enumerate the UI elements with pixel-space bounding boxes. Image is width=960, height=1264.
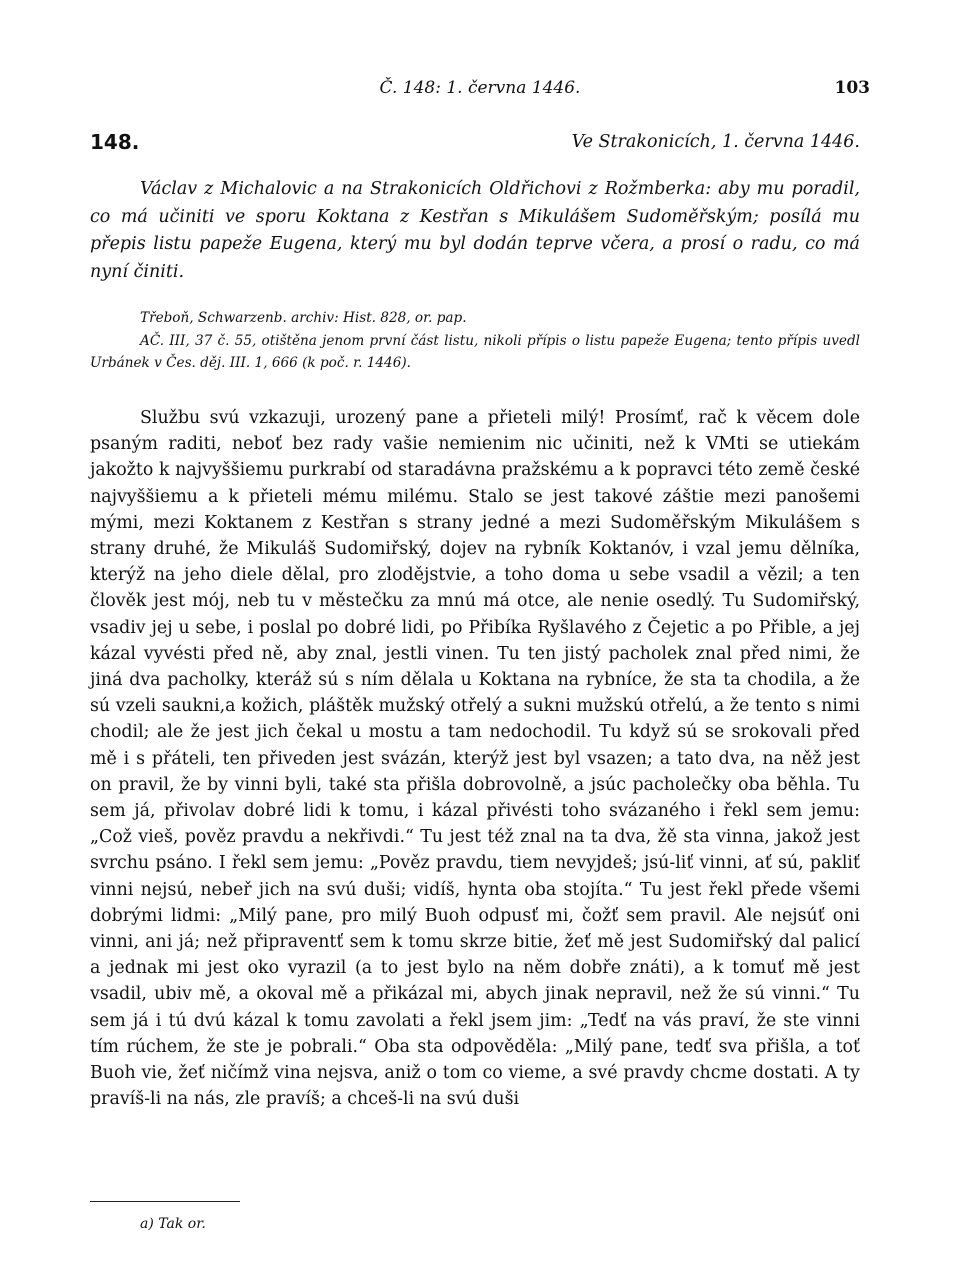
page-number: 103 xyxy=(834,78,870,98)
document-place-date: Ve Strakonicích, 1. června 1446. xyxy=(571,132,860,152)
document-heading xyxy=(90,130,860,160)
footnote: a) Tak or. xyxy=(140,1216,206,1232)
archival-notes xyxy=(90,307,860,375)
footnote-rule xyxy=(90,1201,240,1202)
letter-body: Službu svú vzkazuji, urozený pane a přieteli milý! Prosímť, rač k věcem dole psaným raditi, neboť bez rady vašie nemienim nic učiniti, než k VMti se utiekám jakožto k najvyššiemu purkrabí od staradávna pražskému a k popravci této země české najvyššiemu a k přieteli mému milému. Stalo se jest takové záštie mezi panošemi mými, mezi Koktanem z Kestřan s strany jedné a mezi Sudoměřským Mikulášem s strany druhé, že Mikuláš Sudomiřský, dojev na rybník Koktanóv, i vzal jemu dělníka, kterýž na jeho diele dělal, pro zlodějstvie, a toho doma u sebe vsadil a vězil; a ten člověk jest mój, neb tu v městečku za mnú má otce, ale nenie osedlý. Tu Sudomiřský, vsadiv jej u sebe, i poslal po dobré lidi, po Přibíka Ryšlavého z Čejetic a po Přible, a jej kázal vyvésti před ně, aby znal, jestli vinen. Tu ten jistý pacholek znal před nimi, že jiná dva pacholky, kteráž sú s ním dělala u Koktana na rybníce, že sta ta chodila, a že sú vzeli saukni,a kožich, pláštěk mužský otřelý a sukni mužskú otřelú, a že tento s nimi chodil; ale že jest jich čekal u mostu a tam nedochodil. Tu když sú se srokovali před mě i s přáteli, ten přiveden jest svázán, kterýž jest byl vsazen; a tato dva, na něž jest on pravil, že by vinni byli, také sta přišla dobrovolně, a jsúc pacholečky oba běhla. Tu sem já, přivolav dobré lidi k tomu, i kázal přivésti toho svázaného i řekl sem jemu: „Což vieš, pověz pravdu a nekřivdi.“ Tu jest též znal na ta dva, žě sta vinna, jakož jest svrchu psáno. I řekl sem jemu: „Pověz pravdu, tiem nevyjdeš; jsú-liť vinni, ať sú, pakliť vinni nejsú, nebeř jich na svú duši; vidíš, hyntа oba stojíta.“ Tu jest řekl přede všemi dobrými lidmi: „Milý pane, pro milý Buoh odpusť mi, čožť sem pravil. Ale nejsúť oni vinni, ani já; než připraventť sem k tomu skrze bitie, žeť mě jest Sudomiřský dal palicí a jednak mi jest oko vyrazil (a to jest bylo na něm dobře znáti), a k tomuť mě jest vsadil, ubiv mě, a okoval mě a přikázal mi, abych jinak nepravil, než že sú vinni.“ Tu sem já i tú dvú kázal k tomu zavolati a řekl jsem jim: „Tedť na vás praví, že ste vinni tím rúchem, že ste je pobrali.“ Oba sta odpověděla: „Milý pane, tedť sva přišla, a toť Buoh vie, žeť ničímž vina nejsva, aniž o tom co vieme, a své pravdy chcme dostati. A ty pravíš-li na nás, zle pravíš; a chceš-li na svú duši xyxy=(90,408,860,1110)
running-head xyxy=(90,78,870,108)
document-number: 148. xyxy=(90,130,140,154)
running-title: Č. 148: 1. června 1446. xyxy=(379,78,581,98)
regest-summary: Václav z Michalovic a na Strakonicích Oldřichovi z Rožmberka: aby mu poradil, co má učiniti ve sporu Koktana z Kestřan s Mikulášem Sudoměřským; posílá mu přepis listu papeže Eugena, který mu byl dodán teprve včera, a prosí o radu, co má nyní činiti. xyxy=(90,179,860,282)
archival-note: AČ. III, 37 č. 55, otištěna jenom první část listu, nikoli přípis o listu papeže Eugena; tento přípis uvedl Urbánek v Čes. děj. III. 1, 666 (k poč. r. 1446). xyxy=(90,332,860,371)
archival-note: Třeboň, Schwarzenb. archiv: Hist. 828, or. pap. xyxy=(140,310,467,326)
